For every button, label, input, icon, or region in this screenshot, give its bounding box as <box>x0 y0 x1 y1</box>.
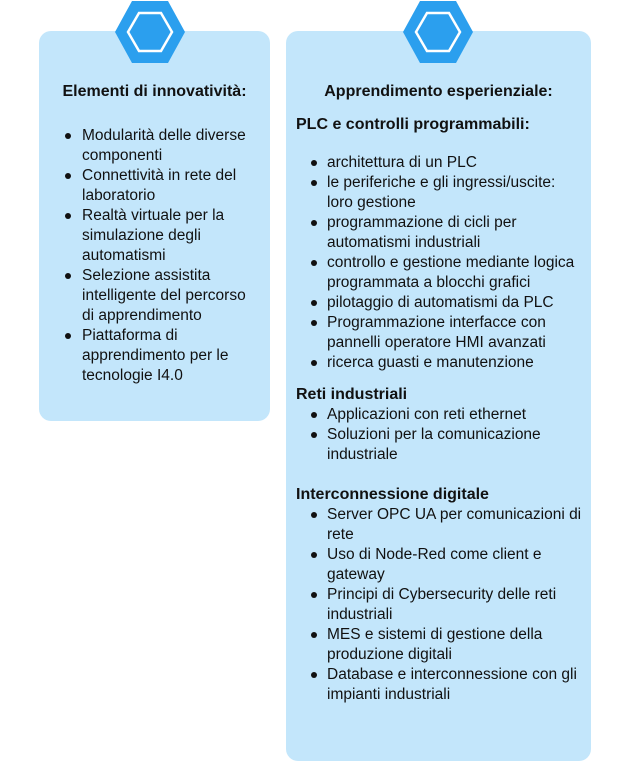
list-item: architettura di un PLC <box>286 153 591 173</box>
section-title: Interconnessione digitale <box>296 486 489 503</box>
list-item: Server OPC UA per comunicazioni di rete <box>286 505 591 545</box>
section-digital-interconnection <box>286 485 591 705</box>
list-item: Applicazioni con reti ethernet <box>286 405 591 425</box>
innovation-card-title: Elementi di innovatività: <box>62 83 247 100</box>
list-item: Programmazione interfacce con pannelli operatore HMI avanzati <box>286 313 591 353</box>
list-item: Realtà virtuale per la simulazione degli automatismi <box>39 206 270 266</box>
plc-list <box>286 153 591 373</box>
list-item: ricerca guasti e manutenzione <box>286 353 591 373</box>
section-industrial-networks <box>286 385 591 465</box>
list-item: Soluzioni per la comunicazione industriale <box>286 425 591 465</box>
list-item: controllo e gestione mediante logica programmata a blocchi grafici <box>286 253 591 293</box>
hexagon-icon <box>114 0 186 64</box>
section-plc <box>286 115 591 373</box>
experiential-learning-card <box>286 31 591 761</box>
list-item: pilotaggio di automatismi da PLC <box>286 293 591 313</box>
section-title: PLC e controlli programmabili: <box>296 116 530 133</box>
innovation-list <box>39 126 270 386</box>
hexagon-icon <box>402 0 474 64</box>
list-item: Database e interconnessione con gli impianti industriali <box>286 665 591 705</box>
list-item: Uso di Node-Red come client e gateway <box>286 545 591 585</box>
list-item: Connettività in rete del laboratorio <box>39 166 270 206</box>
section-title: Reti industriali <box>296 386 408 403</box>
list-item: programmazione di cicli per automatismi industriali <box>286 213 591 253</box>
interconnection-list <box>286 505 591 705</box>
list-item: Modularità delle diverse componenti <box>39 126 270 166</box>
experiential-card-title: Apprendimento esperienziale: <box>324 83 553 100</box>
networks-list <box>286 405 591 465</box>
list-item: Piattaforma di apprendimento per le tecnologie I4.0 <box>39 326 270 386</box>
list-item: Principi di Cybersecurity delle reti industriali <box>286 585 591 625</box>
list-item: MES e sistemi di gestione della produzione digitali <box>286 625 591 665</box>
list-item: Selezione assistita intelligente del percorso di apprendimento <box>39 266 270 326</box>
list-item: le periferiche e gli ingressi/uscite: loro gestione <box>286 173 591 213</box>
innovation-card <box>39 31 270 421</box>
